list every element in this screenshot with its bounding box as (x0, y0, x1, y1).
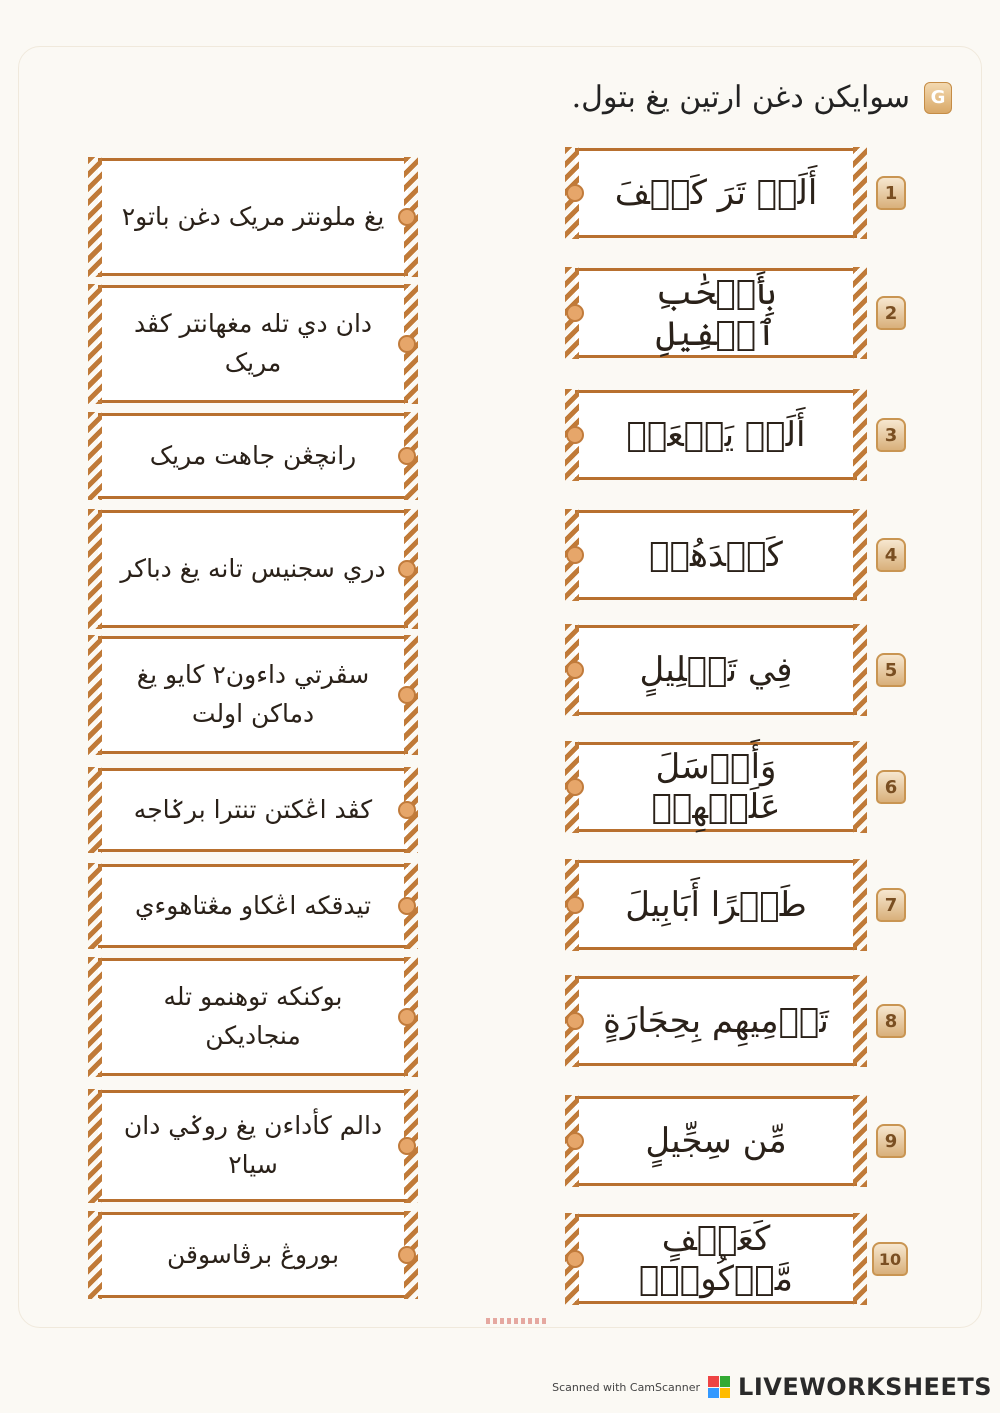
ayah-card-9[interactable] (575, 1096, 857, 1186)
ayah-number-badge: 7 (876, 888, 906, 922)
ayah-number-badge: 10 (872, 1242, 908, 1276)
ayah-connector-dot[interactable] (566, 896, 584, 914)
section-badge: G (924, 82, 952, 114)
ayah-connector-dot[interactable] (566, 1250, 584, 1268)
meaning-connector-dot[interactable] (398, 560, 416, 578)
ayah-connector-dot[interactable] (566, 661, 584, 679)
ayah-connector-dot[interactable] (566, 1132, 584, 1150)
ayah-number-badge: 9 (876, 1124, 906, 1158)
meaning-text: كڤد اڠكتن تنترا برݢاجه (133, 794, 373, 824)
ayah-text: مِّن سِجِّيلٍ (645, 1121, 787, 1161)
meaning-text: دري سجنيس تانه يغ دباكر (120, 553, 386, 583)
meaning-text: دان دي تله مغهانتر كڤد مريک (133, 309, 373, 377)
meaning-card-3[interactable] (98, 413, 408, 499)
meaning-connector-dot[interactable] (398, 1246, 416, 1264)
ayah-connector-dot[interactable] (566, 1012, 584, 1030)
ayah-card-10[interactable] (575, 1214, 857, 1304)
liveworksheets-brand: LIVEWORKSHEETS (738, 1373, 992, 1401)
ayah-number-badge: 2 (876, 296, 906, 330)
ayah-number-badge: 4 (876, 538, 906, 572)
ayah-card-5[interactable] (575, 625, 857, 715)
ayah-card-8[interactable] (575, 976, 857, 1066)
meaning-text: دالم كأداءن يغ روݢي دان سيا۲ (123, 1111, 383, 1179)
ayah-text: كَعَصۡفٍ مَّأۡكُولِۭ (639, 1219, 793, 1299)
meaning-connector-dot[interactable] (398, 801, 416, 819)
ayah-text: وَأَرۡسَلَ عَلَيۡهِمۡ (651, 747, 781, 827)
ayah-text: بِأَصۡحَٰبِ ٱلۡفِيلِ (655, 273, 777, 354)
decorative-mark (486, 1318, 546, 1324)
meaning-connector-dot[interactable] (398, 1137, 416, 1155)
ayah-number-badge: 1 (876, 176, 906, 210)
meaning-connector-dot[interactable] (398, 686, 416, 704)
ayah-text: تَرۡمِيهِم بِحِجَارَةٍ (603, 1001, 829, 1041)
ayah-card-4[interactable] (575, 510, 857, 600)
liveworksheets-logo-icon (708, 1376, 730, 1398)
ayah-card-7[interactable] (575, 860, 857, 950)
ayah-number-badge: 5 (876, 653, 906, 687)
meaning-text: تيدقكه اڠكاو مڠتاهوءي (134, 890, 372, 920)
ayah-card-1[interactable] (575, 148, 857, 238)
meaning-card-5[interactable] (98, 636, 408, 754)
meaning-card-2[interactable] (98, 285, 408, 403)
meaning-card-9[interactable] (98, 1090, 408, 1202)
ayah-card-2[interactable] (575, 268, 857, 358)
ayah-number-badge: 6 (876, 770, 906, 804)
meaning-connector-dot[interactable] (398, 897, 416, 915)
meaning-connector-dot[interactable] (398, 1008, 416, 1026)
meaning-card-6[interactable] (98, 768, 408, 852)
ayah-text: أَلَمۡ يَجۡعَلۡ (626, 415, 806, 455)
meaning-text: بوروڠ برڤاسوقن (166, 1239, 340, 1269)
ayah-text: أَلَمۡ تَرَ كَيۡفَ (614, 173, 818, 213)
ayah-card-6[interactable] (575, 742, 857, 832)
ayah-text: كَيۡدَهُمۡ (649, 535, 783, 575)
ayah-text: طَيۡرًا أَبَابِيلَ (625, 885, 807, 925)
meaning-card-7[interactable] (98, 864, 408, 948)
instruction-text: سوايكن دغن ارتين يغ بتول. (571, 80, 910, 115)
ayah-connector-dot[interactable] (566, 778, 584, 796)
meaning-text: رانچڠن جاهت مريک (149, 440, 357, 470)
ayah-text: فِي تَضۡلِيلٍ (639, 650, 793, 690)
meaning-card-1[interactable] (98, 158, 408, 276)
meaning-card-4[interactable] (98, 510, 408, 628)
ayah-connector-dot[interactable] (566, 184, 584, 202)
meaning-connector-dot[interactable] (398, 335, 416, 353)
footer (552, 1373, 992, 1401)
ayah-connector-dot[interactable] (566, 426, 584, 444)
ayah-card-3[interactable] (575, 390, 857, 480)
meaning-card-10[interactable] (98, 1212, 408, 1298)
ayah-number-badge: 8 (876, 1004, 906, 1038)
meaning-text: سڤرتي داءون۲ كايو يغ دماكن اولت (136, 660, 370, 728)
meaning-card-8[interactable] (98, 958, 408, 1076)
section-header (572, 80, 952, 115)
ayah-number-badge: 3 (876, 418, 906, 452)
meaning-text: يغ ملونتر مريک دغن باتو۲ (121, 201, 385, 231)
meaning-connector-dot[interactable] (398, 447, 416, 465)
ayah-connector-dot[interactable] (566, 304, 584, 322)
ayah-connector-dot[interactable] (566, 546, 584, 564)
meaning-connector-dot[interactable] (398, 208, 416, 226)
meaning-text: بوكنكه توهنمو تله منجاديكن (163, 982, 343, 1050)
scanned-caption: Scanned with CamScanner (552, 1380, 701, 1394)
